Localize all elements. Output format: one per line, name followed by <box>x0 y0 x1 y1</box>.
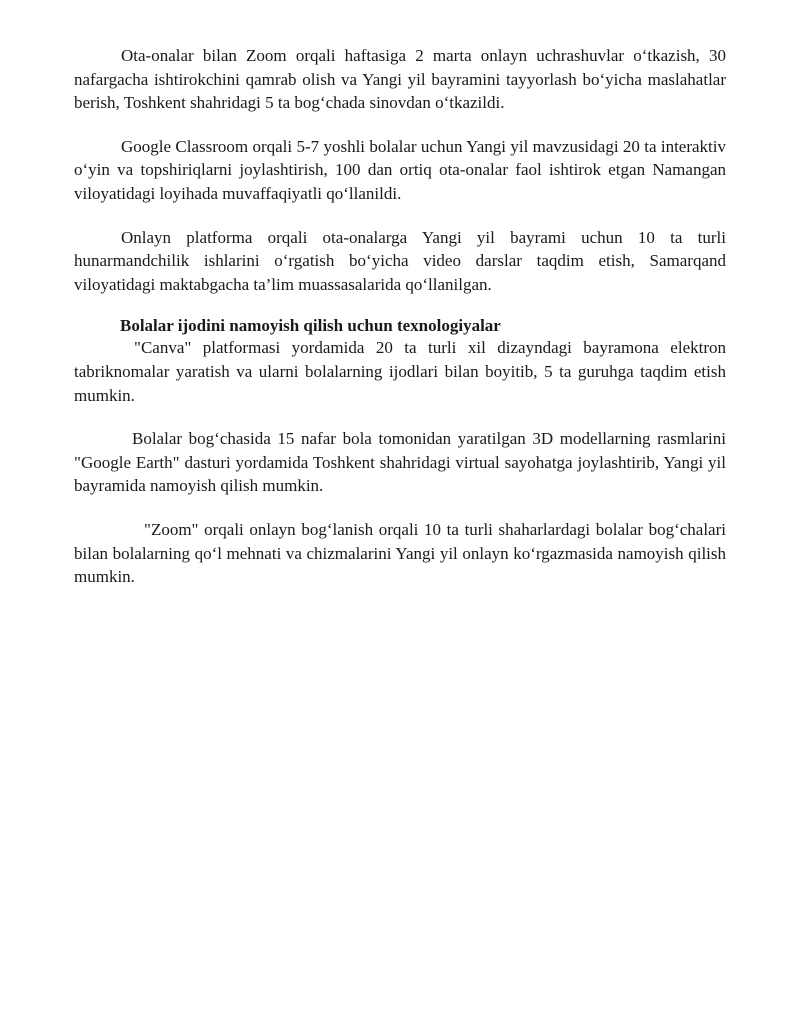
paragraph-online-platform: Onlayn platforma orqali ota-onalarga Yangi yil bayrami uchun 10 ta turli hunarmandchilik ishlarini o‘rgatish bo‘yicha video darslar taqdim etish, Samarqand viloyatidagi maktabgacha ta’lim muassasalarida qo‘llanilgan. <box>74 227 726 294</box>
paragraph-google-classroom: Google Classroom orqali 5-7 yoshli bolalar uchun Yangi yil mavzusidagi 20 ta interaktiv o‘yin va topshiriqlarni joylashtirish, 100 dan ortiq ota-onalar faol ishtirok etgan Namangan viloyatidagi loyihada muvaffaqiyatli qo‘llanildi. <box>74 136 726 203</box>
section-heading: Bolalar ijodini namoyish qilish uchun texnologiyalar <box>120 316 501 336</box>
paragraph-zoom-exhibition: "Zoom" orqali onlayn bog‘lanish orqali 10 ta turli shaharlardagi bolalar bog‘chalari bilan bolalarning qo‘l mehnati va chizmalarini Yangi yil onlayn ko‘rgazmasida namoyish qilish mumkin. <box>74 519 726 587</box>
document-page <box>74 44 726 609</box>
paragraph-zoom-meetings: Ota-onalar bilan Zoom orqali haftasiga 2 marta onlayn uchrashuvlar o‘tkazish, 30 nafargacha ishtirokchini qamrab olish va Yangi yil bayramini tayyorlash bo‘yicha maslahatlar berish, Toshkent shahridagi 5 ta bog‘chada sinovdan o‘tkazildi. <box>74 46 726 113</box>
paragraph-canva: "Canva" platformasi yordamida 20 ta turli xil dizayndagi bayramona elektron tabriknomalar yaratish va ularni bolalarning ijodlari bilan boyitib, 5 ta guruhga taqdim etish mumkin. <box>74 338 726 405</box>
paragraph-google-earth: Bolalar bog‘chasida 15 nafar bola tomonidan yaratilgan 3D modellarning rasmlarini "Google Earth" dasturi yordamida Toshkent shahridagi virtual sayohatga joylashtirib, Yangi yil bayramida namoyish qilish mumkin. <box>74 429 726 496</box>
